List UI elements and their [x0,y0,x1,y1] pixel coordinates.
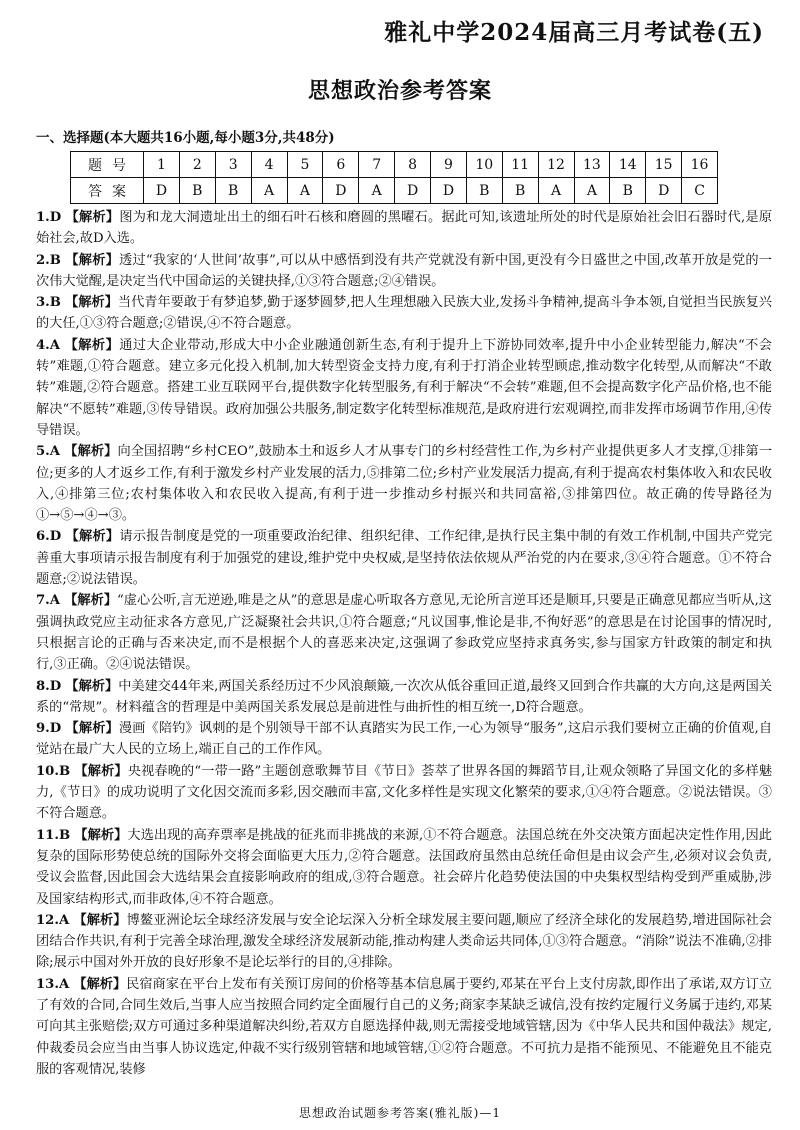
question-number-cell: 4 [251,152,287,178]
number-row-label: 题号 [71,152,144,178]
analysis-tag: 【解析】 [64,337,120,353]
answer-cell: A [359,178,395,204]
analysis-tag: 【解析】 [65,252,120,268]
question-number-cell: 2 [179,152,215,178]
question-number-cell: 8 [395,152,431,178]
answer-cell: B [610,178,646,204]
explanation-item [36,974,772,1080]
answer-cell: A [287,178,323,204]
question-number-cell: 1 [144,152,180,178]
explanation-item [36,825,772,910]
answer-cell: A [538,178,574,204]
item-text: “虚心公听,言无逆逊,唯是之从”的意思是虚心听取各方意见,无论所言逆耳还是顺耳,只要是正确意见都应当听从,这强调执政党应主动征求各方意见,广泛凝聚社会共识,①符合题意;“凡议国事,惟论是非,不徇好恶”的意思是在讨论国事的情况时,只根据言论的正确与否来决定,而不是根据个人的喜恶来决定,这强调了参政党应坚持求真务实,参与国家方针政策的制定和执行,③正确。②④说法错误。 [36,593,772,673]
item-text: 漫画《陪钓》讽刺的是个别领导干部不认真踏实为民工作,一心为领导“服务”,这启示我们要树立正确的价值观,自觉站在最广大人民的立场上,端正自己的工作作风。 [36,721,773,758]
item-number: 5.A [36,444,60,460]
answer-cell: A [574,178,610,204]
explanation-item [36,292,772,335]
answer-cell: B [502,178,538,204]
explanation-item [36,441,772,526]
answer-cell: C [682,178,718,204]
item-number: 10.B [36,763,71,779]
item-number: 6.D [36,529,62,545]
answer-table-number-row [71,152,718,178]
item-number: 7.A [36,593,60,609]
question-number-cell: 11 [502,152,538,178]
question-number-cell: 6 [323,152,359,178]
item-number: 13.A [36,976,70,992]
item-number: 11.B [36,827,71,843]
item-text: 透过“我家的‘人世间’故事”,可以从中感悟到没有共产党就没有新中国,更没有今日盛世之中国,改革开放是党的一次伟大觉醒,是决定当代中国命运的关键抉择,①③符合题意;②④错误。 [36,252,772,289]
analysis-tag: 【解析】 [65,295,118,311]
item-number: 2.B [36,252,61,268]
item-text: 民宿商家在平台上发布有关预订房间的价格等基本信息属于要约,邓某在平台上支付房款,即作出了承诺,双方订立了有效的合同,合同生效后,当事人应当按照合同约定全面履行自己的义务;商家李某缺乏诚信,没有按约定履行义务属于违约,邓某可向其主张赔偿;双方可通过多种渠道解决纠纷,若双方自愿选择仲裁,则无需接受地域管辖,因为《中华人民共和国仲裁法》规定,仲裁委员会应当由当事人协议选定,仲裁不实行级别管辖和地域管辖,①②符合题意。不可抗力是指不能预见、不能避免且不能克服的客观情况,装修 [36,976,772,1077]
question-number-cell: 12 [538,152,574,178]
answer-table-answer-row [71,178,718,204]
answer-table [70,151,718,204]
answer-cell: D [395,178,431,204]
question-number-cell: 9 [431,152,467,178]
explanation-item [36,250,772,293]
answer-cell: A [251,178,287,204]
section-heading: 一、选择题(本大题共16小题,每小题3分,共48分) [36,130,335,146]
subject-title: 思想政治参考答案 [307,79,492,104]
answer-cell: B [179,178,215,204]
answer-cell: B [466,178,502,204]
analysis-tag: 【解析】 [74,763,128,779]
item-number: 4.A [36,337,60,353]
item-number: 8.D [36,678,62,694]
explanation-item [36,910,772,974]
item-text: 大选出现的高弃票率是挑战的征兆而非挑战的来源,①不符合题意。法国总统在外交决策方面起决定性作用,因此复杂的国际形势使总统的国际外交将会面临更大压力,②符合题意。法国政府虽然由总统任命但是由议会产生,必须对议会负责,受议会监督,因此国会大选结果会直接影响政府的组成,③符合题意。社会碎片化趋势使法国的中央集权型结构受到严重威胁,涉及国家结构形式,而非政体,④不符合题意。 [36,827,772,907]
item-text: 中美建交44年来,两国关系经历过不少风浪颠簸,一次次从低谷重回正道,最终又回到合作共赢的大方向,这是两国关系的“常规”。材料蕴含的哲理是中美两国关系发展总是前进性与曲折性的相互统一,D符合题意。 [36,678,773,715]
analysis-tag: 【解析】 [73,976,127,992]
item-number: 3.B [36,295,61,311]
question-number-cell: 14 [610,152,646,178]
item-number: 1.D [36,210,62,225]
item-text: 向全国招聘“乡村CEO”,鼓励本土和返乡人才从事专门的乡村经营性工作,为乡村产业提供更多人才支撑,①排第一位;更多的人才返乡工作,有利于激发乡村产业发展的活力,⑤排第二位;乡村产业发展活力提高,有利于提高农村集体收入和农民收入,④排第三位;农村集体收入和农民收入提高,有利于进一步推动乡村振兴和共同富裕,③排第四位。故正确的传导路径为①→⑤→④→③。 [36,444,773,524]
answer-cell: D [646,178,682,204]
answer-cell: D [144,178,180,204]
explanation-item [36,761,772,825]
item-text: 当代青年要敢于有梦追梦,勤于逐梦圆梦,把人生理想融入民族大业,发扬斗争精神,提高斗争本领,自觉担当民族复兴的大任,①③符合题意;②错误,④不符合题意。 [36,295,772,332]
explanation-item [36,335,772,441]
analysis-tag: 【解析】 [65,210,120,225]
item-text: 图为和龙大洞遗址出土的细石叶石核和磨圆的黑曜石。据此可知,该遗址所处的时代是原始社会旧石器时代,是原始社会,故D入选。 [36,210,773,247]
analysis-tag: 【解析】 [65,678,119,694]
item-text: 博鳌亚洲论坛全球经济发展与安全论坛深入分析全球发展主要问题,顺应了经济全球化的发展趋势,增进国际社会团结合作共识,有利于完善全球治理,激发全球经济发展新动能,推动构建人类命运共同体,①③符合题意。“消除”说法不准确,②排除;展示中国对外开放的良好形象不是论坛举行的目的,④排除。 [36,912,772,971]
explanation-item [36,207,772,250]
item-number: 9.D [36,721,62,737]
explanation-item [36,676,772,719]
item-number: 12.A [36,912,70,928]
question-number-cell: 13 [574,152,610,178]
item-text: 央视春晚的“一带一路”主题创意歌舞节目《节日》荟萃了世界各国的舞蹈节目,让观众领略了异国文化的多样魅力,《节日》的成功说明了文化因交流而多彩,因交融而丰富,文化多样性是实现文化繁荣的要求,①④符合题意。②说法错误。③不符合题意。 [36,763,773,822]
answer-cell: B [215,178,251,204]
explanation-item [36,590,772,675]
question-number-cell: 5 [287,152,323,178]
question-number-cell: 7 [359,152,395,178]
analysis-tag: 【解析】 [65,721,119,737]
explanation-list [36,207,772,1080]
question-number-cell: 15 [646,152,682,178]
analysis-tag: 【解析】 [64,444,118,460]
item-text: 请示报告制度是党的一项重要政治纪律、组织纪律、工作纪律,是执行民主集中制的有效工作机制,中国共产党完善重大事项请示报告制度有利于加强党的建设,维护党中央权威,是坚持依法依规从严治党的内在要求,③④符合题意。①不符合题意;②说法错误。 [36,529,773,588]
question-number-cell: 16 [682,152,718,178]
analysis-tag: 【解析】 [74,827,128,843]
item-text: 通过大企业带动,形成大中小企业融通创新生态,有利于提升上下游协同效率,提升中小企业转型能力,解决“不会转”难题,①符合题意。建立多元化投入机制,加大转型资金支持力度,有利于打消企业转型顾虑,推动数字化转型,从而解决“不敢转”难题,②符合题意。搭建工业互联网平台,提供数字化转型服务,有利于解决“不会转”难题,但不会提高数字化产品价格,也不能解决“不愿转”难题,③传导错误。政府加强公共服务,制定数字化转型标准规范,是政府进行宏观调控,而非发挥市场调节作用,④传导错误。 [36,337,772,438]
explanation-item [36,718,772,761]
analysis-tag: 【解析】 [73,912,127,928]
analysis-tag: 【解析】 [64,593,118,609]
answer-cell: D [323,178,359,204]
page-footer: 思想政治试题参考答案(雅礼版)—1 [299,1106,501,1120]
explanation-item [36,526,772,590]
answer-row-label: 答案 [71,178,144,204]
question-number-cell: 10 [466,152,502,178]
question-number-cell: 3 [215,152,251,178]
answer-cell: D [431,178,467,204]
exam-title: 雅礼中学2024届高三月考试卷(五) [384,19,764,46]
analysis-tag: 【解析】 [65,529,120,545]
